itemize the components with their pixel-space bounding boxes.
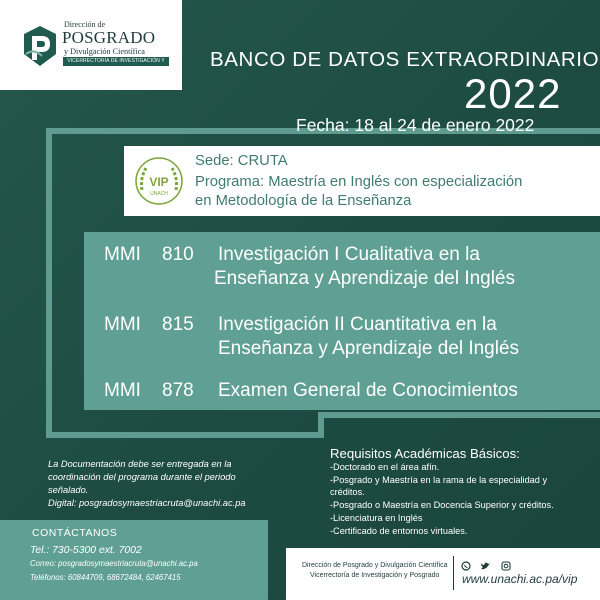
course-title-line-1: Investigación I Cualitativa en la [218,244,480,265]
footer-line-1: Dirección de Posgrado y Divulgación Científica [302,562,448,569]
course-title-line-2: Enseñanza y Aprendizaje del Inglés [214,268,516,289]
requisito-item: créditos. [330,487,365,497]
logo-line-3: y Divulgación Científica [64,47,145,56]
requisito-item: -Certificado de entornos virtuales. [330,526,468,536]
program-line-2: en Metodología de la Enseñanza [195,193,412,209]
doc-line-2: coordinación del programa durante el periodo [48,472,236,482]
requisito-item: -Licenciatura en Inglés [330,513,423,523]
course-prefix: MMI [104,380,141,401]
contact-email: Correo: posgradosymaestriacruta@unachi.ac.pa [30,559,198,568]
logo-line-2: POSGRADO [62,28,156,47]
requisitos-title: Requisitos Académicas Básicos: [330,446,520,461]
footer-url[interactable]: www.unachi.ac.pa/vip [462,572,578,586]
vip-logo-text: VIP [149,175,169,189]
course-title-line-2: Enseñanza y Aprendizaje del Inglés [218,338,520,359]
footer-line-2: Vicerrectoría de Investigación y Posgrado [310,572,440,579]
requisito-item: -Posgrado y Maestría en la rama de la especialidad y [330,475,548,485]
course-title-line-1: Investigación II Cuantitativa en la [218,314,497,335]
frame-line-left [46,128,52,438]
page-title: BANCO DE DATOS EXTRAORDINARIO [210,48,600,71]
vip-logo-unach: UNACH [150,191,168,197]
course-number: 810 [162,244,194,265]
date: Fecha: 18 al 24 de enero 2022 [296,115,535,135]
logo-line-1: Dirección de [64,20,106,29]
documentation-note [48,458,273,510]
course-title-line-1: Examen General de Conocimientos [218,380,518,401]
sede-line: Sede: CRUTA [195,153,288,169]
posgrado-logo [0,0,182,90]
contact-tel: Tel.: 730-5300 ext. 7002 [30,545,142,556]
frame-line-bottom [46,432,324,438]
footer-separator [453,556,454,590]
course-number: 878 [162,380,194,401]
doc-line-1: La Documentación debe ser entregada en la [48,459,232,469]
contact-phones: Teléfonos: 60844709, 68672484, 62467415 [30,573,181,582]
year: 2022 [464,70,562,117]
frame-line-right-horizontal [318,412,600,418]
sede-box [124,146,600,216]
doc-line-4: Digital: posgradosymaestriacruta@unachi.ac.pa [48,498,246,508]
courses-box [84,232,600,410]
program-line-1: Programa: Maestría en Inglés con especialización [195,174,523,190]
requisito-item: -Posgrado o Maestría en Docencia Superior y créditos. [330,500,554,510]
requisito-item: -Doctorado en el área afín. [330,462,440,472]
contact-title: CONTÁCTANOS [32,527,118,539]
doc-line-3: señalado. [48,485,89,495]
course-number: 815 [162,314,194,335]
posgrado-emblem-icon [20,24,60,68]
course-prefix: MMI [104,314,141,335]
course-prefix: MMI [104,244,141,265]
vip-logo-icon [134,156,184,206]
logo-band: VICERRECTORÍA DE INVESTIGACIÓN Y POSGRADO [63,57,169,66]
footer-box [286,548,600,600]
